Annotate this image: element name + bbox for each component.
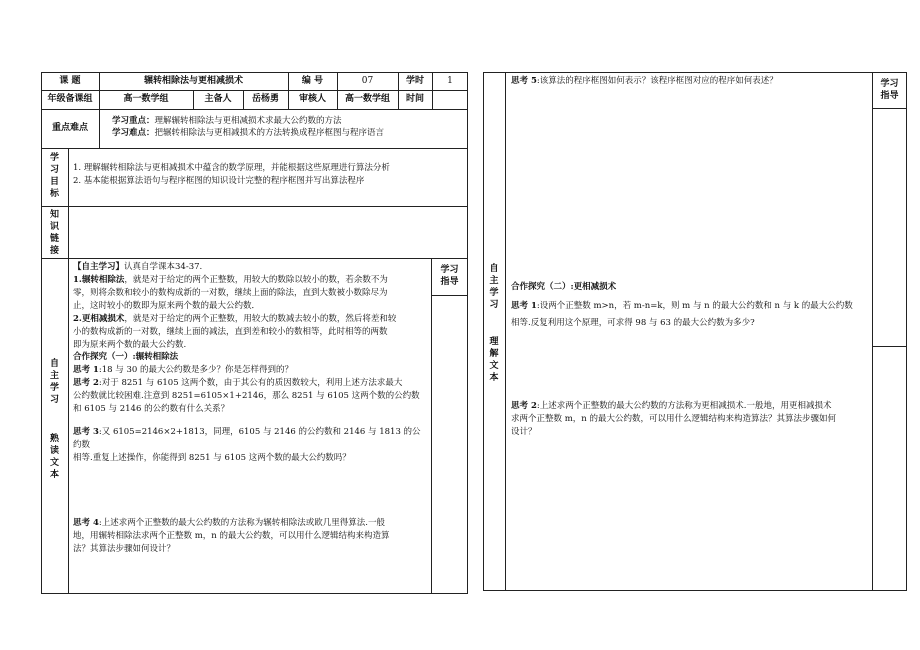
question2-line: :对于 8251 与 6105 这两个数，由于其公有的质因数较大，利用上述方法求最大 xyxy=(98,378,403,388)
self-study-label-char: 主 xyxy=(49,371,59,381)
intro-line xyxy=(73,261,429,274)
subtract-question1-line: :设两个正整数 m>n，若 m-n=k，则 m 与 n 的最大公约数和 n 与 k 的最大公约数 xyxy=(536,301,853,311)
difficulty-label: 学习难点： xyxy=(112,128,155,138)
study-guide-label-line: 指导 xyxy=(440,277,459,287)
number-value: 07 xyxy=(361,75,374,86)
divider xyxy=(872,346,907,347)
question4-line: :上述求两个正整数的最大公约数的方法称为辗转相除法或欧几里得算法.一般 xyxy=(98,518,385,528)
question1-tag: 思考 1 xyxy=(73,365,99,375)
understand-text-label xyxy=(483,336,505,384)
understand-text-label-char: 理 xyxy=(489,337,499,347)
topic-label: 课 题 xyxy=(59,75,81,86)
subtract-question2-line: :上述求两个正整数的最大公约数的方法称为更相减损术.一般地，用更相减损术 xyxy=(536,401,832,411)
time-value xyxy=(432,90,468,109)
read-text-label-char: 读 xyxy=(49,446,59,456)
read-text-label-char: 文 xyxy=(49,458,59,468)
method1-title: 1.辗转相除法 xyxy=(73,275,125,285)
question4 xyxy=(73,517,429,557)
knowledge-label-char: 知 xyxy=(49,210,59,220)
knowledge-label-char: 链 xyxy=(49,234,59,244)
question1-text: :18 与 30 的最大公约数是多少？你是怎样得到的？ xyxy=(98,365,293,375)
topic-title: 辗转相除法与更相减损术 xyxy=(143,75,243,86)
study-guide-label xyxy=(431,264,468,288)
intro-tag: 【自主学习】 xyxy=(73,262,125,272)
question3-tag: 思考 3 xyxy=(73,427,99,437)
knowledge-label-char: 接 xyxy=(49,246,59,256)
number-label: 编 号 xyxy=(301,75,324,86)
group-label: 年级备课组 xyxy=(47,94,93,104)
question4-line: 法？其算法步骤如何设计？ xyxy=(73,544,176,555)
question3 xyxy=(73,426,429,466)
study-guide-label-line: 学习 xyxy=(880,79,899,89)
study-guide-label-line: 学习 xyxy=(440,265,459,275)
study-guide-label-right xyxy=(872,78,907,102)
divider xyxy=(41,109,468,110)
understand-text-label-char: 文 xyxy=(489,361,499,371)
self-study-label-char: 自 xyxy=(49,359,59,369)
difficulty-text: 把辗转相除法与更相减损术的方法转换成程序框图与程序语言 xyxy=(154,128,385,138)
goal-line-2: 2. 基本能根据算法语句与程序框图的知识设计完整的程序框图并写出算法程序 xyxy=(73,176,365,186)
question5-text: :该算法的程序框图如何表示？该程序框图对应的程序如何表述？ xyxy=(536,76,778,86)
method2-para xyxy=(73,313,429,353)
question2-line: 和 6105 与 2146 的公约数有什么关系？ xyxy=(73,404,230,415)
self-study-label-char: 学 xyxy=(49,383,59,393)
goals-label-char: 标 xyxy=(49,189,59,199)
self-study-label-char: 主 xyxy=(489,276,499,286)
self-study-label-right xyxy=(483,263,505,311)
self-study-label-char: 学 xyxy=(489,288,499,298)
read-text-label-char: 熟 xyxy=(49,434,59,444)
question4-line: 地，用辗转相除法求两个正整数 m，n 的最大公约数，可以用什么逻辑结构来构造算 xyxy=(73,531,390,542)
question2-line: 公约数就比较困难.注意到 8251=6105×1+2146，那么 8251 与 6105 这两个数的公约数 xyxy=(73,391,420,402)
method2-line: ，就是对于给定的两个正整数，用较大的数减去较小的数，然后将差和较 xyxy=(124,314,397,324)
question5 xyxy=(511,75,869,88)
study-guide-label-line: 指导 xyxy=(880,91,899,101)
focus-label: 学习重点： xyxy=(112,116,155,126)
method2-line: 小的数构成新的一对数，继续上面的减法，直到差和较小的数相等，此时相等的两数 xyxy=(73,327,388,338)
question5-tag: 思考 5 xyxy=(511,76,537,86)
understand-text-label-char: 本 xyxy=(489,373,499,383)
question2-tag: 思考 2 xyxy=(73,378,99,388)
goals-label xyxy=(41,152,68,200)
goals-label-char: 学 xyxy=(49,153,59,163)
knowledge-label-char: 识 xyxy=(49,222,59,232)
reviewer-value: 高一数学组 xyxy=(344,94,390,104)
group-value: 高一数学组 xyxy=(123,94,169,104)
hours-label: 学时 xyxy=(405,75,424,86)
divider xyxy=(872,72,873,591)
question4-tag: 思考 4 xyxy=(73,518,99,528)
preparer-value: 岳杨勇 xyxy=(251,94,279,104)
method1-line: 零，则将余数和较小的数构成新的一对数，继续上面的除法，直到大数被小数除尽为 xyxy=(73,288,388,299)
subtract-question2-line: 设计？ xyxy=(511,427,537,438)
explore1-heading: 合作探究（一）:辗转相除法 xyxy=(73,352,179,362)
subtract-question1-line: 相等.反复利用这个原理，可求得 98 与 63 的最大公约数为多少? xyxy=(511,318,755,328)
focus-text: 理解辗转相除法与更相减损术求最大公约数的方法 xyxy=(154,116,342,126)
reviewer-label: 审核人 xyxy=(298,94,326,104)
knowledge-label xyxy=(41,209,68,257)
key-points-label: 重点难点 xyxy=(51,123,88,133)
subtract-question1-tag: 思考 1 xyxy=(511,301,537,311)
divider xyxy=(872,108,907,109)
self-study-label-char: 自 xyxy=(489,264,499,274)
read-text-label-char: 本 xyxy=(49,470,59,480)
self-study-label-char: 习 xyxy=(49,395,59,405)
goal-line-1: 1. 理解辗转相除法与更相减损术中蕴含的数学原理，并能根据这些原理进行算法分析 xyxy=(73,163,390,173)
divider xyxy=(505,72,506,591)
divider xyxy=(99,109,100,148)
self-study-label xyxy=(41,358,68,406)
method1-para xyxy=(73,274,429,314)
subtract-question2 xyxy=(511,400,869,440)
method2-line: 即为原来两个数的最大公约数. xyxy=(73,340,187,351)
question1 xyxy=(73,364,429,377)
divider xyxy=(41,258,468,259)
question3-line: :又 6105=2146×2+1813，同理，6105 与 2146 的公约数和 2146 与 1813 的公约数 xyxy=(73,427,421,451)
read-text-label xyxy=(41,433,68,481)
method2-title: 2.更相减损术 xyxy=(73,314,125,324)
question2 xyxy=(73,377,429,417)
understand-text-label-char: 解 xyxy=(489,349,499,359)
hours-value: 1 xyxy=(447,75,453,86)
explore2-heading: 合作探究（二）:更相减损术 xyxy=(511,282,617,292)
divider xyxy=(41,148,468,149)
method1-line: ，就是对于给定的两个正整数，用较大的数除以较小的数，若余数不为 xyxy=(124,275,388,285)
divider xyxy=(68,148,69,594)
intro-text: 认真自学课本34-37. xyxy=(124,262,203,272)
divider xyxy=(431,295,468,296)
subtract-question1 xyxy=(511,298,869,332)
method1-line: 止，这时较小的数即为原来两个数的最大公约数． xyxy=(73,301,261,312)
divider xyxy=(41,206,468,207)
time-label: 时间 xyxy=(405,94,424,104)
key-points-difficulty xyxy=(112,127,462,140)
self-study-label-char: 习 xyxy=(489,300,499,310)
subtract-question2-line: 求两个正整数 m，n 的最大公约数，可以用什么逻辑结构来构造算法？其算法步骤如何 xyxy=(511,414,836,425)
preparer-label: 主备人 xyxy=(204,94,232,104)
divider xyxy=(431,258,432,594)
subtract-question2-tag: 思考 2 xyxy=(511,401,537,411)
goals-label-char: 目 xyxy=(49,177,59,187)
goals-label-char: 习 xyxy=(49,165,59,175)
question3-line: 相等.重复上述操作，你能得到 8251 与 6105 这两个数的最大公约数吗？ xyxy=(73,453,351,464)
